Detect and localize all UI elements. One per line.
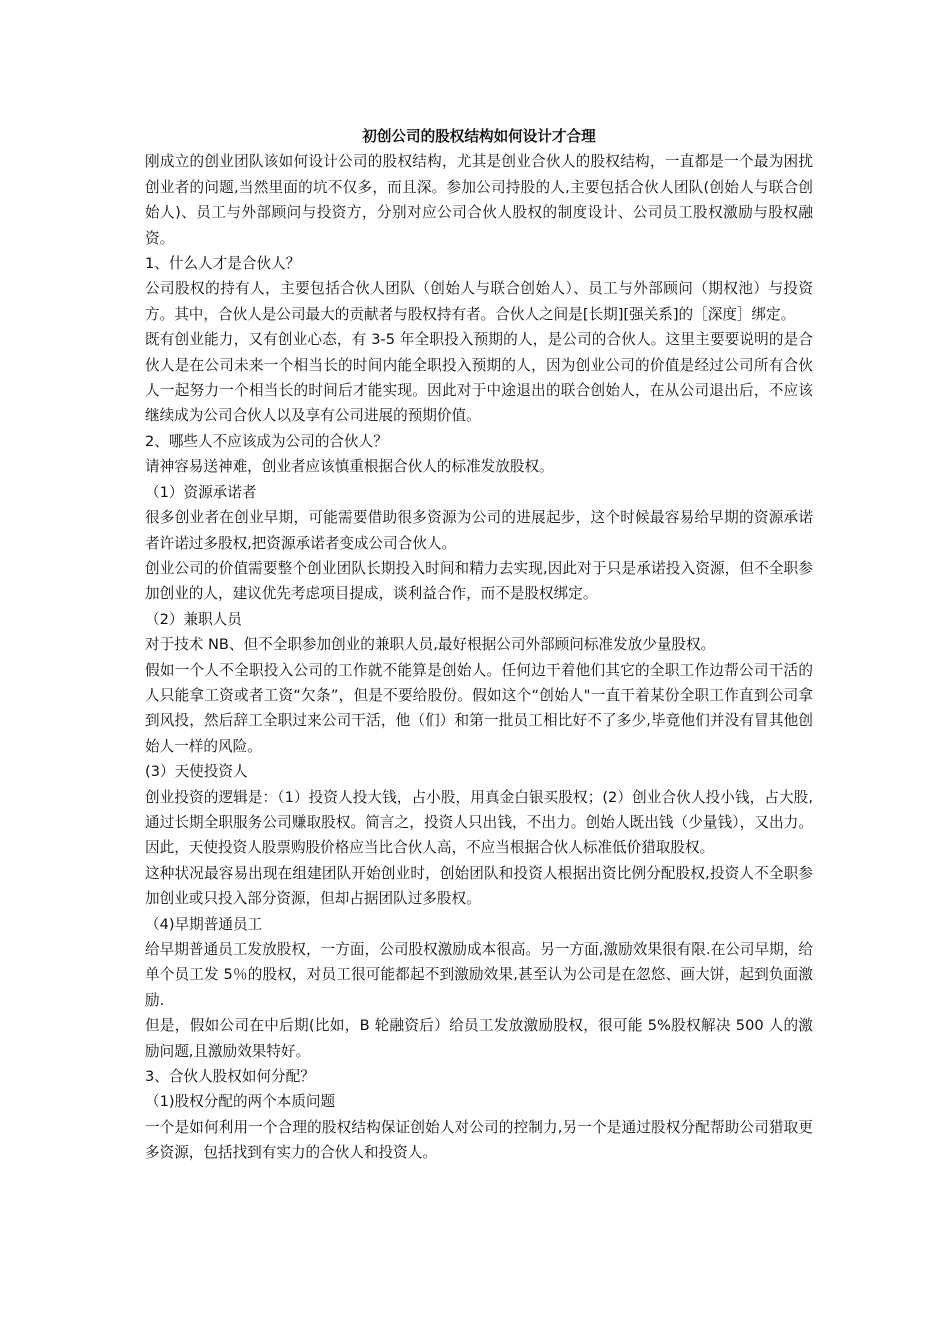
heading-section-2: 2、哪些人不应该成为公司的合伙人？: [145, 432, 388, 450]
paragraph: 既有创业能力，又有创业心态，有 3-5 年全职投入预期的人，是公司的合伙人。这里主要要说明的是合伙人是在公司未来一个相当长的时间内能全职投入预期的人，因为创业公司的价值是经过公司所有合伙人一起努力一个相当长的时间后才能实现。因此对于中途退出的联合创始人，在从公司退出后，不应该继续成为公司合伙人以及享有公司进展的预期价值。: [145, 331, 813, 425]
paragraph: 请神容易送神难，创业者应该慎重根据合伙人的标准发放股权。: [145, 458, 554, 476]
paragraph-intro: 刚成立的创业团队该如何设计公司的股权结构，尤其是创业合伙人的股权结构，一直都是一个最为困扰创业者的问题,当然里面的坑不仅多，而且深。参加公司持股的人,主要包括合伙人团队(创始人与联合创始人)、员工与外部顾问与投资方，分别对应公司合伙人股权的制度设计、公司员工股权激励与股权融资。: [145, 153, 813, 247]
document-title: 初创公司的股权结构如何设计才合理: [362, 128, 596, 145]
paragraph: 假如一个人不全职投入公司的工作就不能算是创始人。任何边干着他们其它的全职工作边帮公司干活的人只能拿工资或者工资“欠条”，但是不要给股份。假如这个“创始人"一直干着某份全职工作直到公司拿到风投，然后辞工全职过来公司干活，他（们）和第一批员工相比好不了多少,毕竟他们并没有冒其他创始人一样的风险。: [145, 661, 813, 755]
paragraph: 创业投资的逻辑是：（1）投资人投大钱，占小股，用真金白银买股权；(2）创业合伙人投小钱，占大股,通过长期全职服务公司赚取股权。简言之，投资人只出钱，不出力。创始人既出钱（少量钱），又出力。因此，天使投资人股票购股价格应当比合伙人高，不应当根据合伙人标准低价猎取股权。: [145, 788, 813, 857]
subheading-angel-investors: (3）天使投资人: [145, 763, 248, 781]
document-page: [145, 124, 813, 1166]
subheading-part-time-staff: （2）兼职人员: [145, 610, 242, 628]
paragraph: 创业公司的价值需要整个创业团队长期投入时间和精力去实现,因此对于只是承诺投入资源，但不全职参加创业的人，建议优先考虑项目提成，谈利益合作，而不是股权绑定。: [145, 559, 813, 603]
paragraph: 这种状况最容易出现在组建团队开始创业时，创始团队和投资人根据出资比例分配股权,投资人不全职参加创业或只投入部分资源，但却占据团队过多股权。: [145, 864, 813, 908]
heading-section-1: 1、什么人才是合伙人？: [145, 255, 301, 273]
subheading-early-employees: （4)早期普通员工: [145, 915, 263, 933]
paragraph: 一个是如何利用一个合理的股权结构保证创始人对公司的控制力,另一个是通过股权分配帮助公司猎取更多资源，包括找到有实力的合伙人和投资人。: [145, 1118, 813, 1162]
heading-section-3: 3、合伙人股权如何分配？: [145, 1068, 315, 1086]
subheading-two-essential-issues: （1)股权分配的两个本质问题: [145, 1093, 336, 1111]
paragraph: 给早期普通员工发放股权，一方面，公司股权激励成本很高。另一方面,激励效果很有限.在公司早期，给单个员工发 5％的股权，对员工很可能都起不到激励效果,甚至认为公司是在忽悠、画大饼，起到负面激励.: [145, 941, 813, 1009]
paragraph: 很多创业者在创业早期，可能需要借助很多资源为公司的进展起步，这个时候最容易给早期的资源承诺者许诺过多股权,把资源承诺者变成公司合伙人。: [145, 509, 813, 552]
subheading-resource-promisers: （1）资源承诺者: [145, 483, 257, 501]
paragraph: 对于技术 NB、但不全职参加创业的兼职人员,最好根据公司外部顾问标准发放少量股权。: [145, 636, 716, 654]
paragraph: 公司股权的持有人，主要包括合伙人团队（创始人与联合创始人）、员工与外部顾问（期权池）与投资方。其中，合伙人是公司最大的贡献者与股权持有者。合伙人之间是[长期][强关系]的［深度］绑定。: [145, 280, 813, 323]
paragraph: 但是，假如公司在中后期(比如，B 轮融资后）给员工发放激励股权，很可能 5%股权解决 500 人的激励问题,且激励效果特好。: [145, 1017, 813, 1060]
